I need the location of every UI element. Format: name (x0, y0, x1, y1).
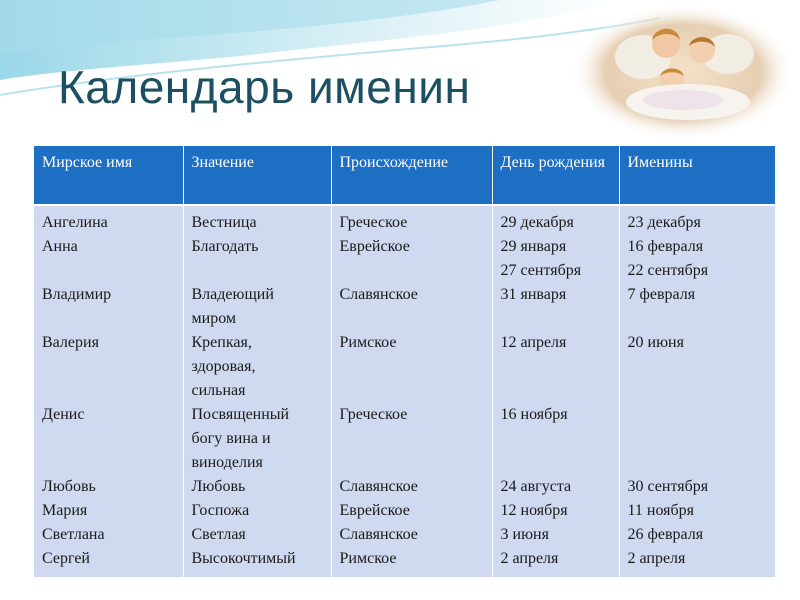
cell-line: Денис (42, 406, 85, 423)
cell-line: Римское (339, 334, 397, 351)
cell-line: Посвященный (191, 406, 290, 423)
cell-line (42, 451, 179, 475)
cell-line (628, 379, 772, 403)
cell-line (628, 451, 772, 475)
cell-line: 11 ноября (627, 502, 695, 519)
cell-line (42, 307, 179, 331)
column-name-days (619, 205, 775, 577)
cell-line (340, 259, 488, 283)
column-meanings (183, 205, 331, 577)
cell-line: Славянское (339, 526, 418, 543)
cell-line (42, 427, 179, 451)
header-meaning: Значение (183, 146, 331, 205)
cell-line: 27 сентября (500, 262, 582, 279)
cell-line: 20 июня (627, 334, 684, 351)
column-secular-names (34, 205, 183, 577)
cell-line: 29 января (500, 238, 567, 255)
table-row (34, 205, 775, 577)
cell-line (340, 451, 488, 475)
cell-line: Любовь (191, 478, 246, 495)
cell-line (340, 379, 488, 403)
cell-line: Госпожа (191, 502, 250, 519)
cell-line: Сергей (42, 550, 90, 567)
cell-line: Славянское (339, 286, 418, 303)
name-day-table-container (34, 146, 775, 577)
cell-line: 3 июня (500, 526, 549, 543)
table-header-row (34, 146, 775, 205)
cell-line: 22 сентября (627, 262, 709, 279)
cell-line (628, 403, 772, 427)
cell-line: Ангелина (42, 214, 108, 231)
cell-line: Высокочтимый (191, 550, 296, 567)
cell-line: Светлая (191, 526, 246, 543)
cell-line: Владимир (42, 286, 112, 303)
cell-line: Владеющий (191, 286, 274, 303)
cell-line (501, 379, 615, 403)
cell-line: Валерия (42, 334, 99, 351)
page-title: Календарь именин (58, 61, 471, 113)
cell-line (340, 355, 488, 379)
cell-line (628, 427, 772, 451)
cell-line: здоровая, (191, 358, 256, 375)
column-birthdays (492, 205, 619, 577)
cell-line: Греческое (339, 406, 408, 423)
cell-line (42, 379, 179, 403)
header-name-day: Именины (619, 146, 775, 205)
cell-line: Еврейское (339, 502, 410, 519)
cell-line (192, 259, 327, 283)
cell-line: 16 ноября (500, 406, 568, 423)
cell-line (628, 355, 772, 379)
cell-line (42, 259, 179, 283)
cell-line (501, 355, 615, 379)
cell-line: 16 февраля (627, 238, 704, 255)
cell-line: Любовь (42, 478, 96, 495)
cell-line: 31 января (500, 286, 567, 303)
cell-line: Благодать (191, 238, 259, 255)
cell-line (628, 307, 772, 331)
header-origin: Происхождение (331, 146, 492, 205)
cell-line: 30 сентября (627, 478, 709, 495)
cell-line: 2 апреля (500, 550, 559, 567)
cell-line: 12 апреля (500, 334, 567, 351)
cell-line: 23 декабря (627, 214, 701, 231)
cell-line (501, 451, 615, 475)
cell-line (340, 307, 488, 331)
cell-line: миром (191, 310, 237, 327)
cell-line: Анна (42, 238, 78, 255)
cell-line: Еврейское (339, 238, 410, 255)
cell-line: 26 февраля (627, 526, 704, 543)
cell-line (42, 355, 179, 379)
cell-line: 2 апреля (627, 550, 686, 567)
cell-line: Римское (339, 550, 397, 567)
cell-line: Славянское (339, 478, 418, 495)
column-origins (331, 205, 492, 577)
cell-line: виноделия (191, 454, 263, 471)
cell-line: Греческое (339, 214, 408, 231)
angels-illustration (568, 2, 798, 142)
cell-line: 29 декабря (500, 214, 574, 231)
cell-line: Светлана (42, 526, 105, 543)
cell-line: Вестница (191, 214, 257, 231)
header-birthday: День рождения (492, 146, 619, 205)
cell-line: 12 ноября (500, 502, 568, 519)
cell-line: 7 февраля (627, 286, 696, 303)
cell-line: богу вина и (191, 430, 271, 447)
cell-line: Крепкая, (191, 334, 252, 351)
cell-line (501, 427, 615, 451)
cell-line (501, 307, 615, 331)
cell-line: 24 августа (500, 478, 572, 495)
cell-line (340, 427, 488, 451)
name-day-table (34, 146, 775, 577)
header-secular-name: Мирское имя (34, 146, 183, 205)
cell-line: сильная (191, 382, 246, 399)
cell-line: Мария (42, 502, 88, 519)
